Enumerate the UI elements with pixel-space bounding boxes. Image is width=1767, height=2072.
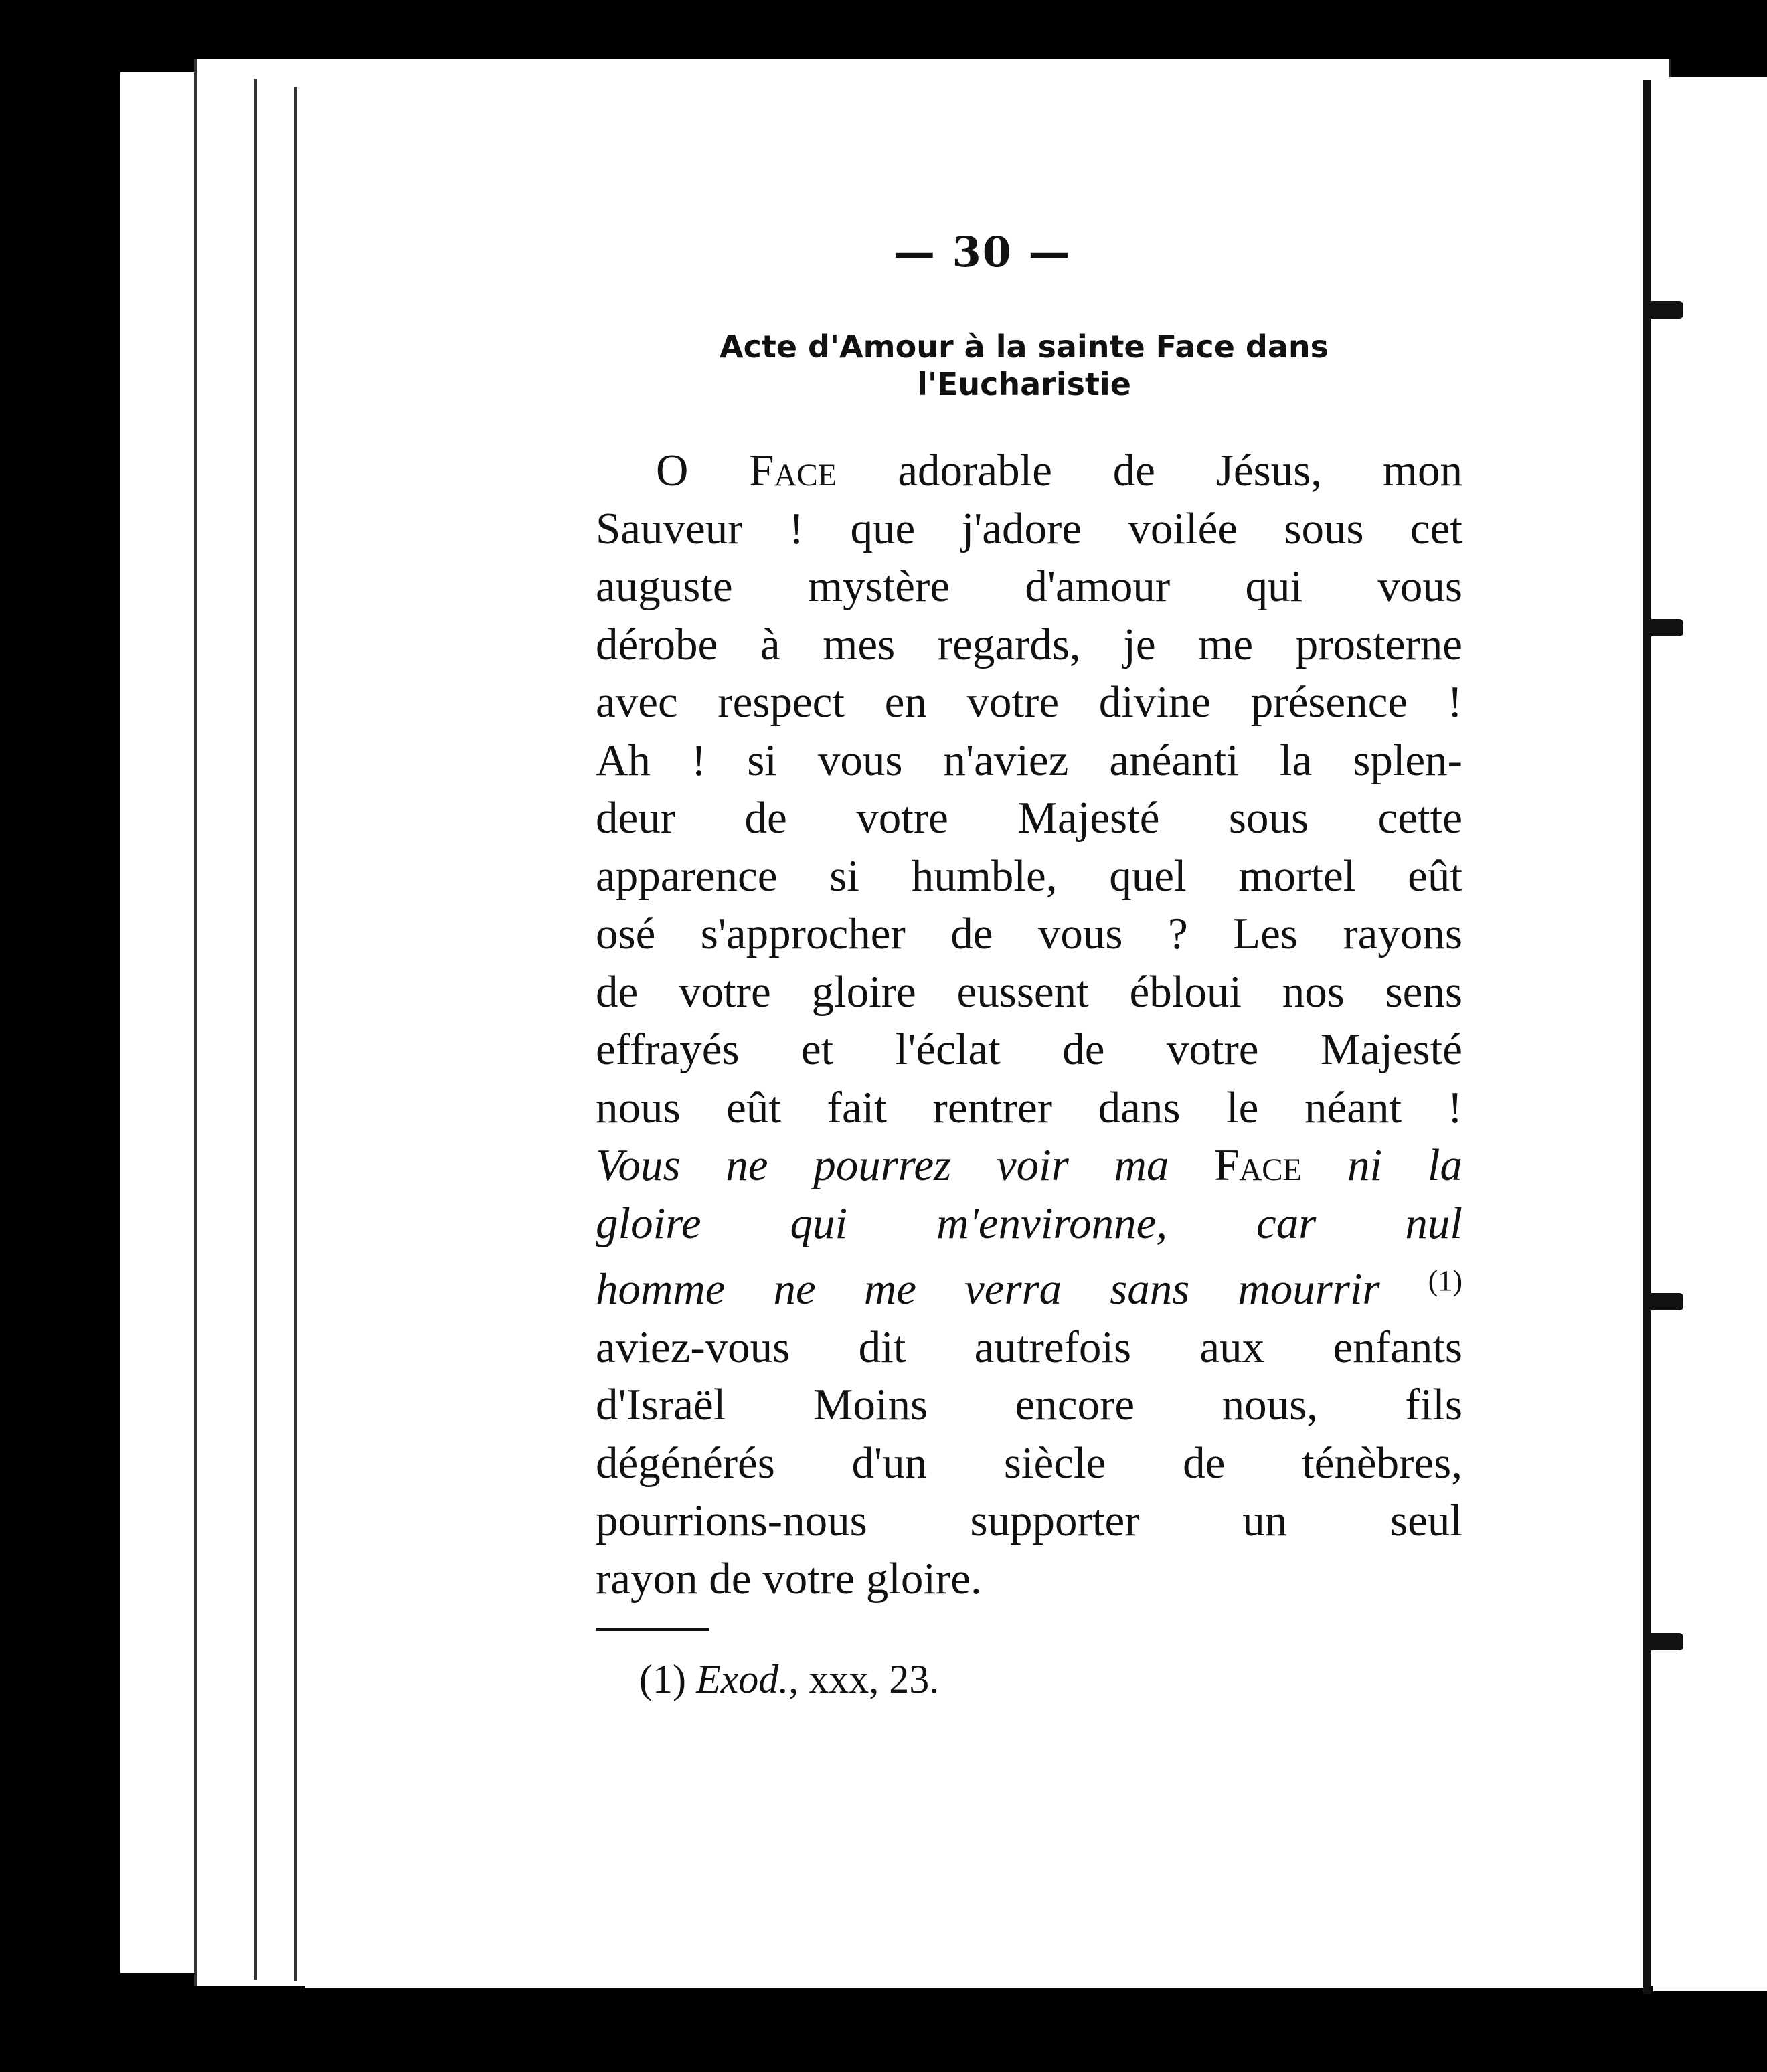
text-line [596,1252,1462,1318]
small-caps-word: Face [1214,1140,1302,1190]
text-line: apparence si humble, quel mortel eût [596,851,1462,901]
heading-line-1: Acte d'Amour à la sainte Face dans [719,329,1329,365]
footnote [639,1656,939,1703]
text-line: osé s'approcher de vous ? Les rayons [596,909,1462,958]
text-line: de votre gloire eussent ébloui nos sens [596,966,1462,1017]
text-run: O [656,446,750,495]
text-line: auguste mystère d'amour qui vous [596,562,1462,611]
text-line: d'Israël Moins encore nous, fils [596,1380,1462,1430]
text-line: dérobe à mes regards, je me prosterne [596,619,1462,669]
text-run: Vous ne pourrez voir ma [596,1140,1215,1190]
footnote-reference: (1) [1428,1264,1462,1297]
footnote-source: Exod. [695,1657,789,1701]
text-line: Sauveur ! que j'adore voilée sous cet [596,503,1462,553]
footnote-reference-text: , xxx, 23. [788,1657,940,1701]
binding-spine [1643,80,1651,1994]
page-number: — 30 — [894,228,1072,276]
text-line: rayon de votre gloire. [596,1553,982,1604]
body-text [596,442,1462,1608]
text-run: homme ne me verra sans mourrir [596,1264,1380,1314]
section-heading [629,328,1419,403]
text-line: aviez-vous dit autrefois aux enfants [596,1322,1462,1372]
text-line: nous eût fait rentrer dans le néant ! [596,1082,1462,1132]
facing-page-edge [1653,77,1767,1991]
text-run: adorable de Jésus, mon [837,446,1462,495]
text-line: avec respect en votre divine présence ! [596,677,1462,727]
text-line: effrayés et l'éclat de votre Majesté [596,1025,1462,1074]
text-line: Ah ! si vous n'aviez anéanti la splen- [596,735,1462,785]
text-line: deur de votre Majesté sous cette [596,793,1462,843]
text-run: ni la [1302,1140,1462,1190]
heading-line-2: l'Eucharistie [917,366,1131,402]
text-line [596,1136,1462,1195]
text-line: pourrions-nous supporter un seul [596,1496,1462,1545]
footnote-rule [596,1628,709,1631]
small-caps-word: Face [749,446,837,495]
text-line: dégénérés d'un siècle de ténèbres, [596,1438,1462,1488]
text-line: gloire qui m'environne, car nul [596,1198,1462,1248]
footnote-marker: (1) [639,1657,686,1701]
text-line [596,442,1462,500]
